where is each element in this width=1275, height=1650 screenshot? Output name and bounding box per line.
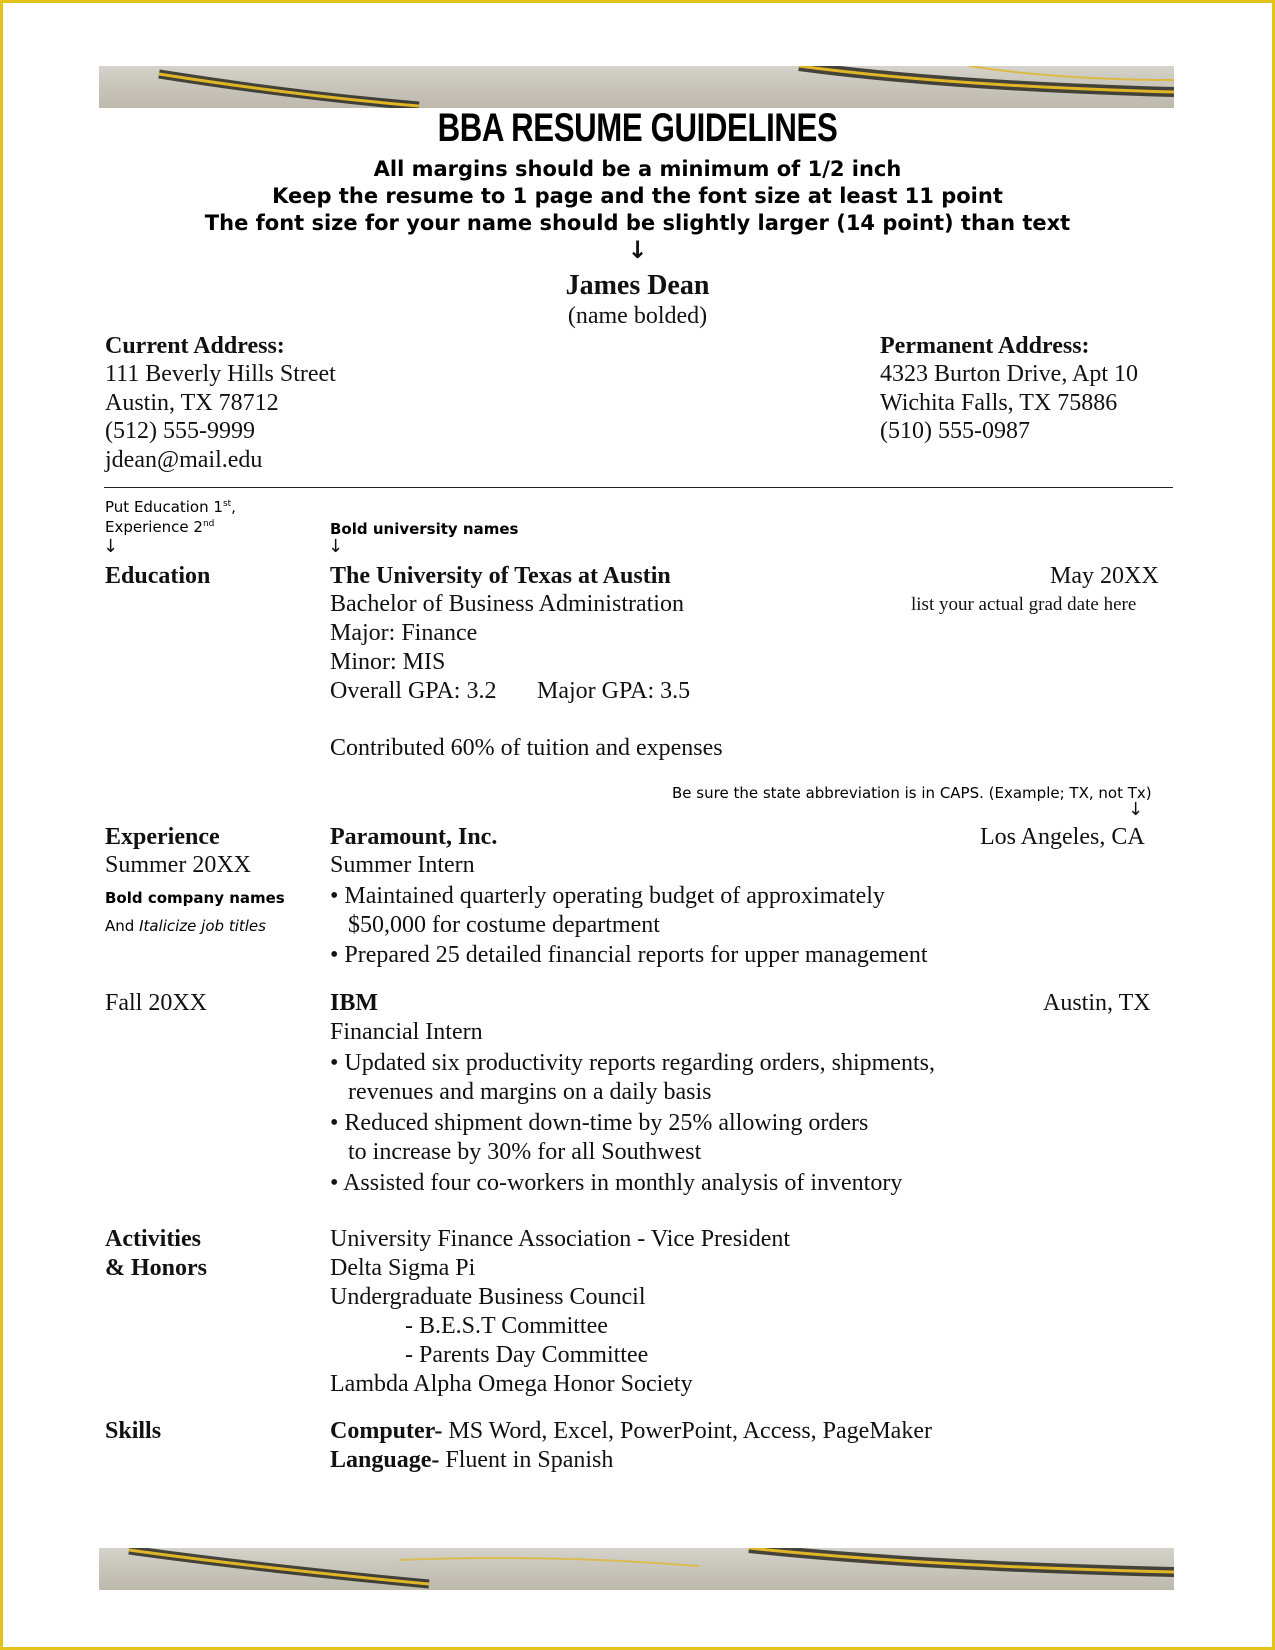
job-location: Los Angeles, CA <box>980 824 1145 850</box>
major: Major: Finance <box>330 620 478 646</box>
name-note: (name bolded) <box>567 303 708 329</box>
bold-university-note: Bold university names <box>330 520 519 538</box>
section-divider <box>104 487 1173 488</box>
honors-heading: & Honors <box>105 1255 207 1281</box>
school-name: The University of Texas at Austin <box>330 563 671 589</box>
activity-item: Delta Sigma Pi <box>330 1255 476 1281</box>
grad-date-note: list your actual grad date here <box>911 594 1137 615</box>
job-title: Financial Intern <box>330 1019 483 1045</box>
education-arrow: ↓ <box>103 536 119 557</box>
order-note-line1: Put Education 1st, <box>105 498 236 516</box>
activity-item: Lambda Alpha Omega Honor Society <box>330 1371 693 1397</box>
rule-name-size: The font size for your name should be slightly larger (14 point) than text <box>204 211 1071 235</box>
degree: Bachelor of Business Administration <box>330 591 684 617</box>
current-street: 111 Beverly Hills Street <box>105 361 336 387</box>
order-note-line2: Experience 2nd <box>105 518 215 536</box>
job-period: Summer 20XX <box>105 852 251 878</box>
activity-item: Undergraduate Business Council <box>330 1284 646 1310</box>
skills-heading: Skills <box>105 1418 162 1444</box>
company-name: IBM <box>330 990 378 1016</box>
job-bullet: • Updated six productivity reports regarding orders, shipments, <box>330 1050 935 1076</box>
state-caps-note: Be sure the state abbreviation is in CAPS. (Example; TX, not Tx) <box>672 784 1152 802</box>
job-bullet: • Assisted four co-workers in monthly analysis of inventory <box>330 1170 903 1196</box>
bottom-banner <box>99 1548 1174 1590</box>
state-arrow: ↓ <box>1128 799 1144 820</box>
education-heading: Education <box>105 563 211 589</box>
tuition-note: Contributed 60% of tuition and expenses <box>330 735 723 761</box>
permanent-phone: (510) 555-0987 <box>880 418 1030 444</box>
permanent-city: Wichita Falls, TX 75886 <box>880 390 1118 416</box>
company-name: Paramount, Inc. <box>330 824 498 850</box>
minor: Minor: MIS <box>330 649 446 675</box>
top-banner <box>99 66 1174 108</box>
experience-heading: Experience <box>105 824 220 850</box>
job-bullet-continuation: to increase by 30% for all Southwest <box>348 1139 702 1165</box>
permanent-address-heading: Permanent Address: <box>880 333 1090 359</box>
university-arrow: ↓ <box>328 536 344 557</box>
document-title: BBA RESUME GUIDELINES <box>437 106 838 150</box>
current-phone: (512) 555-9999 <box>105 418 255 444</box>
activity-item: University Finance Association - Vice President <box>330 1226 791 1252</box>
italic-titles-note: And Italicize job titles <box>105 917 266 935</box>
current-address-heading: Current Address: <box>105 333 285 359</box>
bold-company-note: Bold company names <box>105 889 285 907</box>
grad-date: May 20XX <box>1050 563 1159 589</box>
name-arrow: ↓ <box>627 236 648 264</box>
permanent-street: 4323 Burton Drive, Apt 10 <box>880 361 1138 387</box>
activity-subitem: - Parents Day Committee <box>405 1342 649 1368</box>
activity-subitem: - B.E.S.T Committee <box>405 1313 608 1339</box>
candidate-name: James Dean <box>565 270 710 301</box>
job-bullet-continuation: $50,000 for costume department <box>348 912 660 938</box>
job-period: Fall 20XX <box>105 990 207 1016</box>
job-bullet: • Maintained quarterly operating budget of approximately <box>330 883 885 909</box>
activities-heading: Activities <box>105 1226 201 1252</box>
rule-margins: All margins should be a minimum of 1/2 inch <box>373 157 902 181</box>
job-title: Summer Intern <box>330 852 475 878</box>
gpa-major: Major GPA: 3.5 <box>537 678 691 704</box>
job-location: Austin, TX <box>1043 990 1151 1016</box>
rule-length: Keep the resume to 1 page and the font size at least 11 point <box>272 184 1003 208</box>
skills-language: Language- Fluent in Spanish <box>330 1447 614 1473</box>
job-bullet: • Reduced shipment down-time by 25% allowing orders <box>330 1110 869 1136</box>
skills-computer: Computer- MS Word, Excel, PowerPoint, Access, PageMaker <box>330 1418 932 1444</box>
current-city: Austin, TX 78712 <box>105 390 279 416</box>
current-email: jdean@mail.edu <box>105 447 263 473</box>
job-bullet: • Prepared 25 detailed financial reports for upper management <box>330 942 928 968</box>
gpa-overall: Overall GPA: 3.2 <box>330 678 497 704</box>
job-bullet-continuation: revenues and margins on a daily basis <box>348 1079 712 1105</box>
